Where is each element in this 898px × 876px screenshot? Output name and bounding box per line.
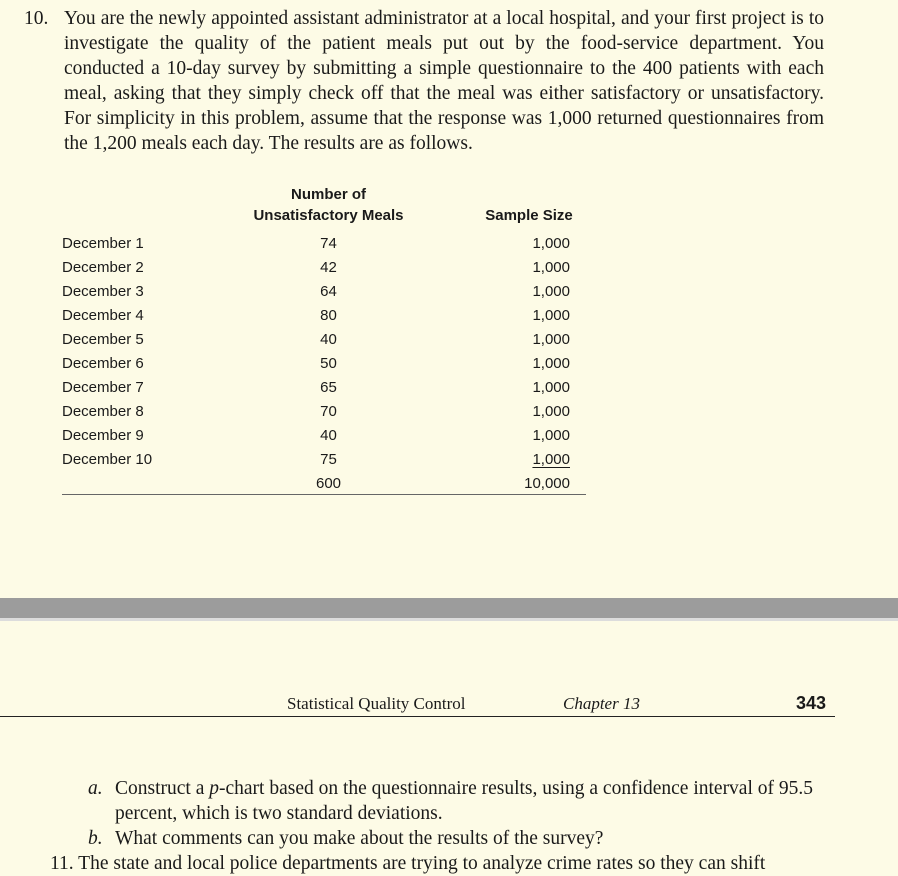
sample-cell: 1,000 bbox=[532, 451, 570, 468]
page-break-bar bbox=[0, 598, 898, 621]
unsatisfactory-cell: 70 bbox=[320, 403, 337, 420]
unsatisfactory-cell: 75 bbox=[320, 451, 337, 468]
sample-cell: 1,000 bbox=[532, 283, 570, 300]
day-cell: December 6 bbox=[62, 355, 144, 372]
table-row bbox=[62, 424, 586, 448]
unsatisfactory-cell: 42 bbox=[320, 259, 337, 276]
results-table bbox=[62, 182, 586, 496]
question-label: b. bbox=[88, 828, 103, 849]
sample-cell: 1,000 bbox=[532, 235, 570, 252]
question-b: b. What comments can you make about the results of the survey? bbox=[88, 828, 604, 849]
unsatisfactory-cell: 65 bbox=[320, 379, 337, 396]
unsatisfactory-cell: 64 bbox=[320, 283, 337, 300]
table-row bbox=[62, 280, 586, 304]
header-unsatisfactory: Number of Unsatisfactory Meals bbox=[253, 186, 404, 224]
total-sample: 10,000 bbox=[524, 475, 570, 492]
sample-cell: 1,000 bbox=[532, 307, 570, 324]
unsatisfactory-cell: 40 bbox=[320, 331, 337, 348]
unsatisfactory-cell: 50 bbox=[320, 355, 337, 372]
sample-cell: 1,000 bbox=[532, 331, 570, 348]
day-cell: December 2 bbox=[62, 259, 144, 276]
table-row bbox=[62, 328, 586, 352]
day-cell: December 8 bbox=[62, 403, 144, 420]
sample-cell: 1,000 bbox=[532, 259, 570, 276]
sample-cell: 1,000 bbox=[532, 427, 570, 444]
table-row bbox=[62, 232, 586, 256]
problem-text: You are the newly appointed assistant administrator at a local hospital, and your first project is to investigate the quality of the patient meals put out by the food-service department. You conducted a 10-day survey by submitting a simple questionnaire to the 400 patients with each meal, asking that they simply check off that the meal was either satisfactory or unsatisfactory. For simplicity in this problem, assume that the response was 1,000 returned questionnaires from the 1,200 meals each day. The results are as follows. bbox=[64, 8, 824, 154]
sample-cell: 1,000 bbox=[532, 379, 570, 396]
sample-cell: 1,000 bbox=[532, 355, 570, 372]
day-cell: December 7 bbox=[62, 379, 144, 396]
sample-cell: 1,000 bbox=[532, 403, 570, 420]
totals-row bbox=[62, 472, 586, 496]
page-number: 343 bbox=[796, 693, 827, 713]
table-row bbox=[62, 304, 586, 328]
day-cell: December 3 bbox=[62, 283, 144, 300]
day-cell: December 4 bbox=[62, 307, 144, 324]
unsatisfactory-cell: 74 bbox=[320, 235, 337, 252]
question-a: a. Construct a p-chart based on the questionnaire results, using a confidence interval of 95.5 percent, which is two standard deviations. bbox=[88, 778, 814, 824]
unsatisfactory-cell: 80 bbox=[320, 307, 337, 324]
day-cell: December 9 bbox=[62, 427, 144, 444]
table-row bbox=[62, 400, 586, 424]
header-sample-size: Sample Size bbox=[485, 207, 573, 224]
day-cell: December 1 bbox=[62, 235, 144, 252]
table-header bbox=[62, 182, 586, 232]
day-cell: December 10 bbox=[62, 451, 153, 468]
problem-10 bbox=[24, 6, 824, 156]
question-label: a. bbox=[88, 778, 103, 799]
questions bbox=[88, 776, 848, 851]
table-row bbox=[62, 352, 586, 376]
next-problem-fragment: 11. The state and local police departments are trying to analyze crime rates so they can shift bbox=[50, 853, 766, 874]
unsatisfactory-cell: 40 bbox=[320, 427, 337, 444]
running-footer-title: Statistical Quality Control bbox=[287, 694, 466, 713]
day-cell: December 5 bbox=[62, 331, 144, 348]
footer-rule bbox=[0, 716, 835, 717]
table-row bbox=[62, 448, 586, 472]
table-bottom-rule bbox=[62, 494, 586, 495]
table-row bbox=[62, 256, 586, 280]
problem-number: 10. bbox=[24, 8, 49, 29]
total-unsatisfactory: 600 bbox=[315, 475, 342, 492]
running-footer-chapter: Chapter 13 bbox=[563, 694, 640, 713]
table-row bbox=[62, 376, 586, 400]
